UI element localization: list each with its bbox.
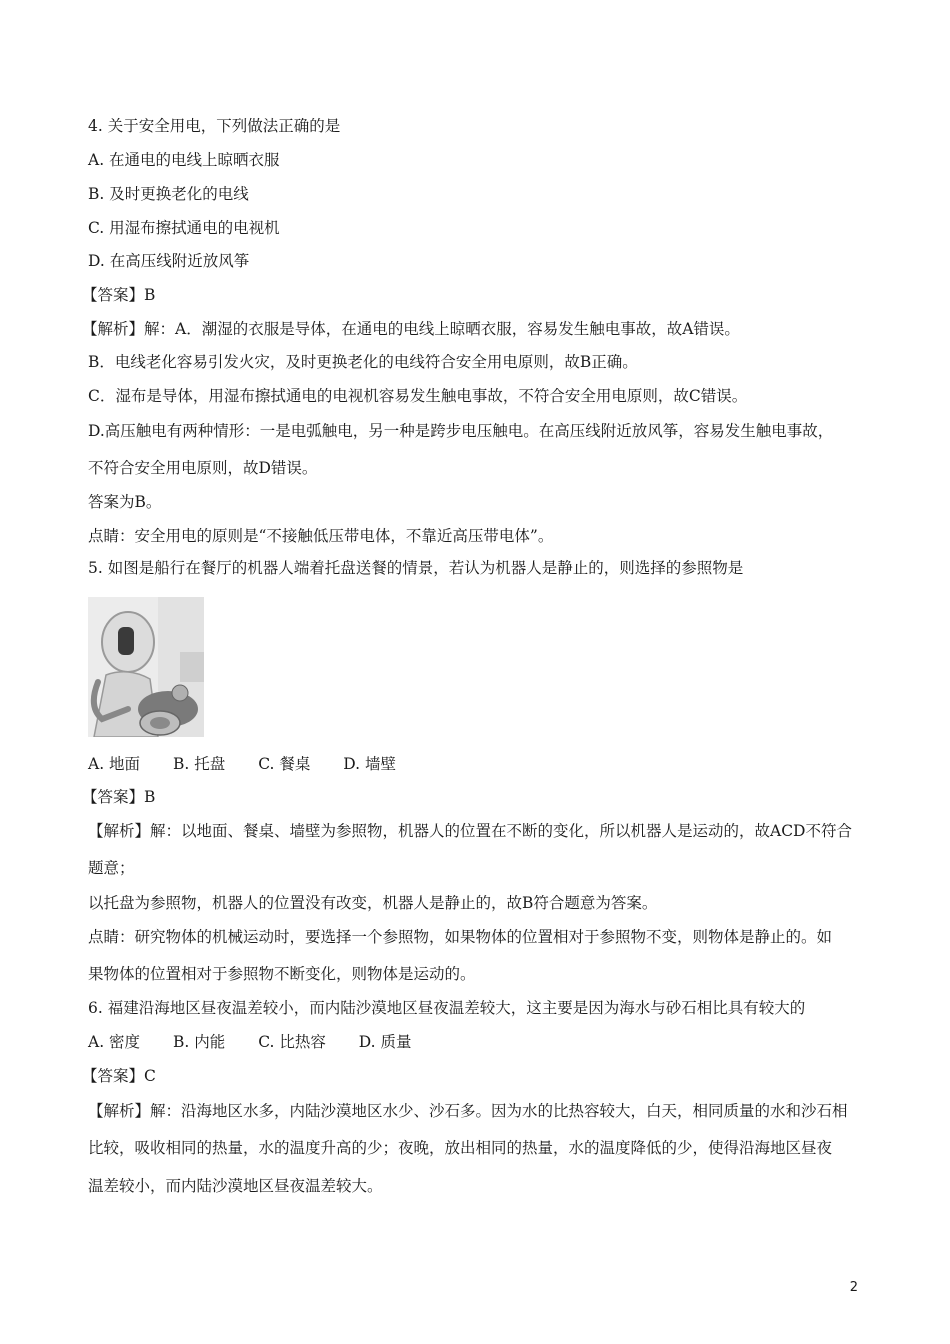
- q5-analysis-line: 题意；: [88, 859, 135, 877]
- q4-analysis-line: 【解析】解：A．潮湿的衣服是导体，在通电的电线上晾晒衣服，容易发生触电事故，故A错误。: [82, 320, 740, 338]
- q4-option-b: B. 及时更换老化的电线: [88, 185, 249, 203]
- q5-tip-line: 果物体的位置相对于参照物不断变化，则物体是运动的。: [88, 965, 476, 983]
- q4-option-a: A. 在通电的电线上晾晒衣服: [88, 151, 280, 169]
- q6-option-a: A. 密度: [88, 1033, 141, 1051]
- q4-analysis-line: C．湿布是导体，用湿布擦拭通电的电视机容易发生触电事故，不符合安全用电原则，故C错误。: [88, 387, 748, 405]
- q4-analysis-line: D.高压触电有两种情形：一是电弧触电，另一种是跨步电压触电。在高压线附近放风筝，容易发生触电事故，: [88, 422, 834, 440]
- q6-answer: 【答案】C: [82, 1067, 156, 1085]
- q5-option-a: A. 地面: [88, 755, 141, 773]
- q4-analysis-line: B．电线老化容易引发火灾，及时更换老化的电线符合安全用电原则，故B正确。: [88, 353, 638, 371]
- q5-option-b: B. 托盘: [173, 755, 226, 773]
- q4-option-d: D. 在高压线附近放风筝: [88, 252, 250, 270]
- q6-analysis-line: 【解析】解：沿海地区水多，内陆沙漠地区水少、沙石多。因为水的比热容较大，白天，相同质量的水和沙石相: [88, 1102, 848, 1120]
- robot-illustration: [88, 597, 204, 737]
- q6-analysis-line: 温差较小，而内陆沙漠地区昼夜温差较大。: [88, 1177, 383, 1195]
- q6-options: [88, 1032, 440, 1052]
- q5-stem: 5. 如图是船行在餐厅的机器人端着托盘送餐的情景，若认为机器人是静止的，则选择的参照物是: [88, 559, 744, 577]
- robot-waiter-image: [88, 597, 204, 737]
- q6-option-c: C. 比热容: [258, 1033, 326, 1051]
- q6-option-d: D. 质量: [358, 1033, 412, 1051]
- q6-option-b: B. 内能: [173, 1033, 226, 1051]
- q6-stem: 6. 福建沿海地区昼夜温差较小，而内陆沙漠地区昼夜温差较大，这主要是因为海水与砂石相比具有较大的: [88, 999, 806, 1017]
- q4-option-c: C. 用湿布擦拭通电的电视机: [88, 219, 280, 237]
- q5-answer: 【答案】B: [82, 788, 156, 806]
- q4-answer: 【答案】B: [82, 286, 156, 304]
- q5-option-c: C. 餐桌: [258, 755, 311, 773]
- q5-tip-line: 点睛：研究物体的机械运动时，要选择一个参照物，如果物体的位置相对于参照物不变，则物体是静止的。如: [88, 928, 833, 946]
- q5-option-d: D. 墙壁: [343, 755, 397, 773]
- q4-stem: 4. 关于安全用电，下列做法正确的是: [88, 117, 341, 135]
- q4-analysis-line: 答案为B。: [88, 493, 162, 511]
- q5-analysis-line: 以托盘为参照物，机器人的位置没有改变，机器人是静止的，故B符合题意为答案。: [88, 894, 658, 912]
- q4-analysis-line: 不符合安全用电原则，故D错误。: [88, 459, 318, 477]
- q4-tip: 点睛：安全用电的原则是“不接触低压带电体，不靠近高压带电体”。: [88, 527, 554, 545]
- q6-analysis-line: 比较，吸收相同的热量，水的温度升高的少；夜晚，放出相同的热量，水的温度降低的少，使得沿海地区昼夜: [88, 1139, 833, 1157]
- q5-options: [88, 754, 424, 774]
- q5-analysis-line: 【解析】解：以地面、餐桌、墙壁为参照物，机器人的位置在不断的变化，所以机器人是运动的，故ACD不符合: [88, 822, 852, 840]
- page-number: 2: [849, 1280, 858, 1295]
